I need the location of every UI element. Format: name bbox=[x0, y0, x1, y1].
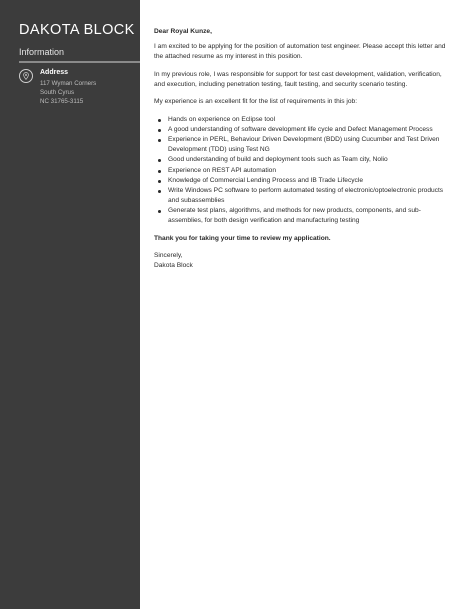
list-item: Good understanding of build and deployment tools such as Team city, Nolio bbox=[154, 155, 454, 165]
list-item: A good understanding of software development life cycle and Defect Management Process bbox=[154, 125, 454, 135]
list-item: Experience in PERL, Behaviour Driven Development (BDD) using Cucumber and Test Driven Development (TDD) using Test NG bbox=[154, 135, 454, 155]
list-item: Knowledge of Commercial Lending Process and IB Trade Lifecycle bbox=[154, 176, 454, 186]
section-divider bbox=[19, 61, 140, 63]
experience-paragraph: In my previous role, I was responsible for support for test cast development, validation, verification, and execution, including penetration testing, fault testing, and security scenario testing. bbox=[154, 70, 442, 88]
address-label: Address bbox=[40, 69, 69, 76]
candidate-name: DAKOTA BLOCK bbox=[19, 22, 135, 38]
sidebar bbox=[0, 0, 140, 609]
list-item: Hands on experience on Eclipse tool bbox=[154, 115, 454, 125]
list-item: Experience on REST API automation bbox=[154, 166, 454, 176]
requirements-intro: My experience is an excellent fit for the list of requirements in this job: bbox=[154, 98, 358, 106]
address-city: South Cyrus bbox=[40, 89, 75, 96]
location-pin-icon bbox=[19, 69, 33, 83]
bullet-icon bbox=[158, 210, 161, 213]
list-item: Generate test plans, algorithms, and methods for new products, components, and sub-assemblies, for both design verification and manufacturing testing bbox=[154, 206, 454, 226]
requirements-list bbox=[154, 115, 454, 226]
bullet-icon bbox=[158, 139, 161, 142]
closing: Sincerely, bbox=[154, 252, 183, 260]
bullet-icon bbox=[158, 159, 161, 162]
address-state-zip: NC 31765-3115 bbox=[40, 98, 84, 105]
signature: Dakota Block bbox=[154, 262, 193, 270]
bullet-icon bbox=[158, 129, 161, 132]
closing-block bbox=[154, 251, 454, 271]
letter-body bbox=[154, 27, 454, 271]
bullet-icon bbox=[158, 119, 161, 122]
thank-you-line: Thank you for taking your time to review my application. bbox=[154, 234, 331, 242]
intro-paragraph: I am excited to be applying for the position of automation test engineer. Please accept this letter and the attached resume as my interest in this position. bbox=[154, 43, 446, 61]
bullet-icon bbox=[158, 180, 161, 183]
address-street: 117 Wyman Corners bbox=[40, 80, 97, 87]
bullet-icon bbox=[158, 190, 161, 193]
list-item: Write Windows PC software to perform automated testing of electronic/optoelectronic products and subassemblies bbox=[154, 186, 454, 206]
bullet-icon bbox=[158, 170, 161, 173]
salutation: Dear Royal Kunze, bbox=[154, 28, 212, 35]
information-heading: Information bbox=[19, 47, 65, 57]
